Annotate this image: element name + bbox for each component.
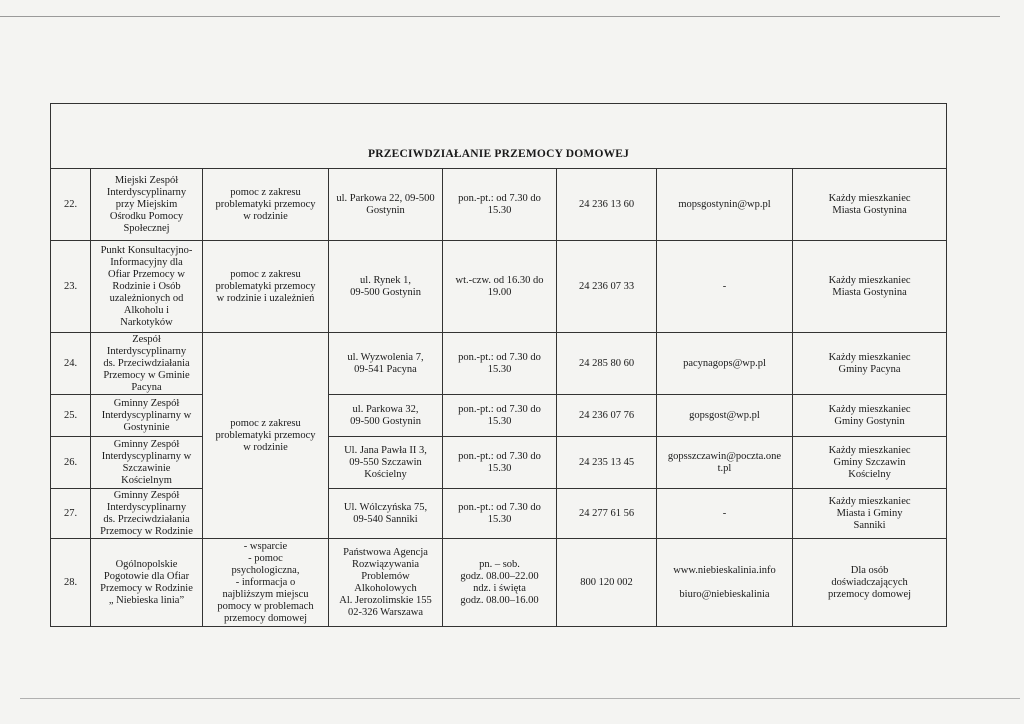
address	[329, 169, 443, 241]
email-contact	[657, 539, 793, 627]
table-row	[51, 333, 947, 395]
scan-edge-top	[0, 16, 1000, 17]
scope-of-help-line: pomoc z zakresu	[230, 186, 301, 198]
institution-name-line: Alkoholu i	[123, 304, 170, 316]
address-line: ul. Rynek 1,	[360, 274, 411, 286]
email-contact	[657, 489, 793, 539]
address	[329, 539, 443, 627]
section-title: PRZECIWDZIAŁANIE PRZEMOCY DOMOWEJ	[51, 104, 947, 169]
opening-hours-line: pon.-pt.: od 7.30 do	[458, 403, 541, 415]
opening-hours-line: godz. 08.00–22.00	[460, 570, 539, 582]
institution-name	[91, 169, 203, 241]
target-group-line: Każdy mieszkaniec	[828, 403, 911, 415]
scope-of-help	[203, 241, 329, 333]
scope-of-help-line: problematyki przemocy	[215, 198, 316, 210]
institution-name-line: przy Miejskim	[115, 198, 178, 210]
email-contact	[657, 169, 793, 241]
institution-name-line: Ofiar Przemocy w	[108, 268, 185, 280]
institution-name-line: Przemocy w Gminie	[103, 369, 190, 381]
scope-of-help-line: w rodzinie	[243, 210, 288, 222]
address-line: 09-500 Gostynin	[350, 286, 421, 298]
phone-number: 24 235 13 45	[557, 437, 657, 489]
scope-of-help-line: pomoc z zakresu	[230, 268, 301, 280]
institution-name-line: ds. Przeciwdziałania	[103, 513, 190, 525]
institution-name-line: Przemocy w Rodzinie	[100, 582, 193, 594]
address-line: Kościelny	[364, 468, 407, 480]
scope-of-help	[203, 333, 329, 539]
scope-of-help-line: pomoc z zakresu	[230, 417, 301, 429]
opening-hours-line: pon.-pt.: od 7.30 do	[458, 192, 541, 204]
table-row	[51, 437, 947, 489]
opening-hours-line: pon.-pt.: od 7.30 do	[458, 501, 541, 513]
institution-name-line: Interdyscyplinarny w	[101, 409, 192, 421]
institution-name-line: Narkotyków	[120, 316, 173, 328]
address-line: 09-540 Sanniki	[353, 513, 418, 525]
opening-hours	[443, 539, 557, 627]
opening-hours-line: 15.30	[487, 363, 512, 375]
opening-hours-line: 15.30	[487, 204, 512, 216]
scope-of-help-line: w rodzinie	[243, 441, 288, 453]
opening-hours	[443, 489, 557, 539]
institution-name-line: Kościelnym	[121, 474, 172, 486]
opening-hours-line: 15.30	[487, 462, 512, 474]
phone-number: 24 236 13 60	[557, 169, 657, 241]
institution-name-line: Interdyscyplinarny	[106, 345, 187, 357]
address-line: Alkoholowych	[354, 582, 417, 594]
target-group	[793, 489, 947, 539]
target-group-line: Miasta Gostynina	[832, 286, 907, 298]
target-group-line: Miasta Gostynina	[832, 204, 907, 216]
services-table	[50, 103, 947, 627]
email-contact	[657, 241, 793, 333]
email-contact	[657, 333, 793, 395]
scope-of-help-line: - wsparcie	[243, 540, 288, 552]
address-line: ul. Parkowa 22, 09-500	[336, 192, 435, 204]
row-number: 23.	[51, 241, 91, 333]
email-contact-line: t.pl	[717, 462, 732, 474]
institution-name-line: Punkt Konsultacyjno-	[100, 244, 193, 256]
institution-name	[91, 241, 203, 333]
phone-number: 24 277 61 56	[557, 489, 657, 539]
scope-of-help-line: problematyki przemocy	[215, 280, 316, 292]
email-contact-line: www.niebieskalinia.info	[673, 564, 776, 576]
table-row	[51, 169, 947, 241]
opening-hours	[443, 395, 557, 437]
institution-name-line: „ Niebieska linia”	[108, 594, 185, 606]
row-number: 26.	[51, 437, 91, 489]
email-contact-line: pacynagops@wp.pl	[683, 357, 766, 369]
email-contact	[657, 437, 793, 489]
opening-hours	[443, 241, 557, 333]
institution-name-line: ds. Przeciwdziałania	[103, 357, 190, 369]
email-contact-line: gopsgost@wp.pl	[689, 409, 760, 421]
address-line: ul. Wyzwolenia 7,	[347, 351, 424, 363]
address	[329, 241, 443, 333]
target-group-line: Każdy mieszkaniec	[828, 274, 911, 286]
institution-name-line: Szczawinie	[122, 462, 171, 474]
scope-of-help-line: psychologiczna,	[231, 564, 300, 576]
address-line: Ul. Jana Pawła II 3,	[344, 444, 427, 456]
address-line: Al. Jerozolimskie 155	[339, 594, 432, 606]
email-contact-line: gopsszczawin@poczta.one	[667, 450, 782, 462]
target-group-line: Każdy mieszkaniec	[828, 192, 911, 204]
phone-number: 800 120 002	[557, 539, 657, 627]
address-line: 09-500 Gostynin	[350, 415, 421, 427]
target-group	[793, 539, 947, 627]
table-row	[51, 489, 947, 539]
address	[329, 333, 443, 395]
opening-hours-line: 19.00	[487, 286, 512, 298]
opening-hours-line: godz. 08.00–16.00	[460, 594, 539, 606]
address	[329, 489, 443, 539]
document-page	[50, 103, 946, 627]
scope-of-help	[203, 169, 329, 241]
scope-of-help-line: przemocy domowej	[223, 612, 308, 624]
target-group-line: Każdy mieszkaniec	[828, 444, 911, 456]
institution-name	[91, 489, 203, 539]
row-number: 22.	[51, 169, 91, 241]
address-line: Gostynin	[366, 204, 405, 216]
address-line: Państwowa Agencja	[343, 546, 428, 558]
opening-hours-line: pon.-pt.: od 7.30 do	[458, 450, 541, 462]
institution-name-line: Interdyscyplinarny	[106, 501, 187, 513]
institution-name-line: Interdyscyplinarny	[106, 186, 187, 198]
target-group-line: Gminy Gostynin	[834, 415, 905, 427]
target-group-line: Gminy Szczawin	[833, 456, 906, 468]
email-contact-line: biuro@niebieskalinia	[679, 588, 770, 600]
target-group-line: Dla osób	[850, 564, 889, 576]
email-contact-line: -	[722, 507, 727, 519]
opening-hours-line: ndz. i święta	[473, 582, 526, 594]
institution-name-line: uzależnionych od	[109, 292, 184, 304]
institution-name-line: Interdyscyplinarny w	[101, 450, 192, 462]
row-number: 28.	[51, 539, 91, 627]
address-line: Rozwiązywania	[351, 558, 420, 570]
institution-name	[91, 395, 203, 437]
scope-of-help-line: najbliższym miejscu	[222, 588, 309, 600]
address-line: 09-541 Pacyna	[354, 363, 417, 375]
target-group-line: Każdy mieszkaniec	[828, 351, 911, 363]
opening-hours-line: pn. – sob.	[479, 558, 520, 570]
target-group	[793, 437, 947, 489]
scope-of-help-line: - pomoc	[248, 552, 283, 564]
address	[329, 395, 443, 437]
address-line: 02-326 Warszawa	[347, 606, 424, 618]
row-number: 24.	[51, 333, 91, 395]
institution-name-line: Rodzinie i Osób	[112, 280, 181, 292]
target-group-line: Kościelny	[848, 468, 891, 480]
target-group-line: Gminy Pacyna	[838, 363, 901, 375]
opening-hours-line: wt.-czw. od 16.30 do	[455, 274, 544, 286]
institution-name	[91, 333, 203, 395]
institution-name-line: Gminny Zespół	[113, 438, 180, 450]
scope-of-help-line: w rodzinie i uzależnień	[216, 292, 315, 304]
opening-hours	[443, 437, 557, 489]
target-group-line: Miasta i Gminy	[836, 507, 903, 519]
email-contact-line: mopsgostynin@wp.pl	[678, 198, 771, 210]
scan-edge-bottom	[20, 698, 1020, 699]
institution-name	[91, 437, 203, 489]
target-group-line: doświadczających	[831, 576, 908, 588]
address-line: Ul. Wólczyńska 75,	[343, 501, 428, 513]
scope-of-help-line: pomocy w problemach	[217, 600, 314, 612]
row-number: 25.	[51, 395, 91, 437]
institution-name-line: Ogólnopolskie	[115, 558, 178, 570]
institution-name-line: Gminny Zespół	[113, 397, 180, 409]
address-line: 09-550 Szczawin	[349, 456, 422, 468]
target-group	[793, 333, 947, 395]
institution-name-line: Pogotowie dla Ofiar	[103, 570, 190, 582]
institution-name-line: Miejski Zespół	[114, 174, 179, 186]
address-line: Problemów	[361, 570, 410, 582]
opening-hours-line: 15.30	[487, 513, 512, 525]
scope-of-help-line: - informacja o	[235, 576, 296, 588]
phone-number: 24 285 80 60	[557, 333, 657, 395]
phone-number: 24 236 07 76	[557, 395, 657, 437]
institution-name-line: Ośrodku Pomocy	[109, 210, 184, 222]
opening-hours	[443, 169, 557, 241]
table-row	[51, 395, 947, 437]
target-group	[793, 395, 947, 437]
email-contact-line	[660, 577, 789, 589]
opening-hours-line: 15.30	[487, 415, 512, 427]
target-group-line: Sanniki	[853, 519, 886, 531]
scope-of-help	[203, 539, 329, 627]
row-number: 27.	[51, 489, 91, 539]
email-contact	[657, 395, 793, 437]
target-group-line: przemocy domowej	[828, 588, 912, 600]
institution-name-line: Przemocy w Rodzinie	[100, 525, 193, 537]
target-group-line: Każdy mieszkaniec	[828, 495, 911, 507]
scope-of-help-line: problematyki przemocy	[215, 429, 316, 441]
opening-hours	[443, 333, 557, 395]
address-line: ul. Parkowa 32,	[352, 403, 419, 415]
target-group	[793, 241, 947, 333]
opening-hours-line: pon.-pt.: od 7.30 do	[458, 351, 541, 363]
address	[329, 437, 443, 489]
institution-name-line: Gostyninie	[123, 421, 170, 433]
institution-name-line: Społecznej	[123, 222, 170, 234]
institution-name-line: Informacyjny dla	[110, 256, 183, 268]
institution-name	[91, 539, 203, 627]
institution-name-line: Zespół	[132, 333, 161, 345]
table-row	[51, 241, 947, 333]
target-group	[793, 169, 947, 241]
institution-name-line: Gminny Zespół	[113, 489, 180, 501]
table-row	[51, 539, 947, 627]
phone-number: 24 236 07 33	[557, 241, 657, 333]
email-contact-line: -	[722, 280, 727, 292]
institution-name-line: Pacyna	[131, 381, 162, 393]
